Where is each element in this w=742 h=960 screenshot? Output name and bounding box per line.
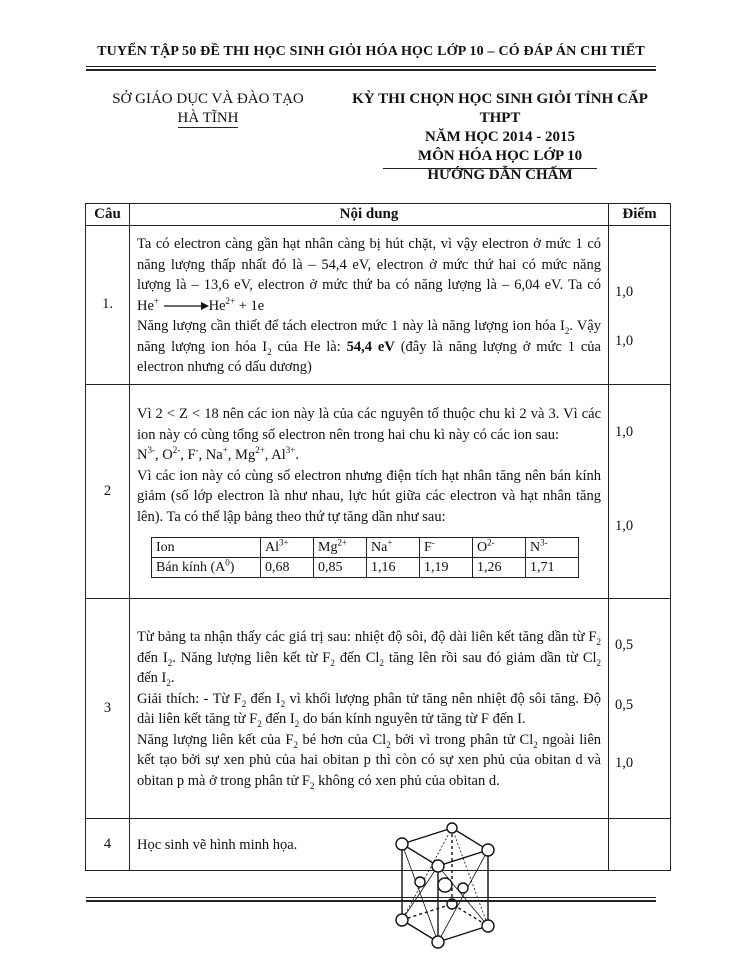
ion-cell: $N^{3-}$ xyxy=(526,538,579,558)
row-label: Ion xyxy=(152,538,261,558)
subject: MÔN HÓA HỌC LỚP 10 xyxy=(417,148,583,164)
document-title: TUYỂN TẬP 50 ĐỀ THI HỌC SINH GIỎI HÓA HỌC LỚP 10 – CÓ ĐÁP ÁN CHI TIẾT xyxy=(97,44,645,59)
score-cell xyxy=(609,818,671,870)
answer-paragraph: Năng lượng cần thiết để tách electron mức 1 này là năng lượng ion hóa $I_2$. Vậy năng lượng ion hóa $I_2$ của He là: 54,4 eV (đây là năng lượng ở mức 1 của electron nhưng có dấu dương) xyxy=(137,318,601,375)
radius-cell: 1,19 xyxy=(420,558,473,578)
header-rule-thick xyxy=(86,69,656,71)
answer-content xyxy=(130,384,609,598)
footer-rule xyxy=(86,897,656,898)
exam-name: KỲ THI CHỌN HỌC SINH GIỎI TỈNH CẤP THPT xyxy=(352,91,648,126)
score-value: 0,5 xyxy=(615,696,634,713)
radius-cell: 1,16 xyxy=(367,558,420,578)
school-year: NĂM HỌC 2014 - 2015 xyxy=(425,129,575,145)
question-number: 2 xyxy=(86,384,130,598)
score-value: 0,5 xyxy=(615,636,634,653)
answer-paragraph: Vì 2 < Z < 18 nên các ion này là của các nguyên tố thuộc chu kì 2 và 3. Vì các ion này có cùng tổng số electron nên trong hai chu kì này có các ion sau: xyxy=(137,406,601,443)
ion-list: $N^{3-}$, $O^{2-}$, F-, Na+, $Mg^{2+}$, $Al^{3+}$. xyxy=(137,445,299,463)
ion-cell: $Mg^{2+}$ xyxy=(314,538,367,558)
ion-cell: F- xyxy=(420,538,473,558)
header-rule xyxy=(86,66,656,67)
answer-paragraph: Từ bảng ta nhận thấy các giá trị sau: nhiệt độ sôi, độ dài liên kết tăng dần từ $F_2$ đến $I_2$. Năng lượng liên kết từ $F_2$ đến $Cl_2$ tăng lên rồi sau đó giảm dần từ $Cl_2$ đến $I_2$. xyxy=(137,629,602,688)
ion-cell: $Al^{3+}$ xyxy=(261,538,314,558)
ion-row xyxy=(152,538,579,558)
answer-content xyxy=(130,226,609,385)
answer-paragraph: Giải thích: - Từ $F_2$ đến $I_2$ vì khối lượng phân tử tăng nên nhiệt độ sôi tăng. Độ dài liên kết tăng từ $F_2$ đến $I_2$ do bán kính nguyên tử tăng từ F đến I. xyxy=(137,690,602,729)
answer-table xyxy=(85,203,671,871)
province: HÀ TĨNH xyxy=(177,110,239,126)
table-row-q2 xyxy=(86,384,671,598)
question-number: 3 xyxy=(86,598,130,818)
issuer-block xyxy=(94,90,322,128)
table-row-q3 xyxy=(86,598,671,818)
radius-cell: 0,68 xyxy=(261,558,314,578)
row-label: Bán kính $(A^0)$ xyxy=(152,558,261,578)
table-header-row xyxy=(86,204,671,226)
footer-rule-thick xyxy=(86,900,656,902)
table-row-q1 xyxy=(86,226,671,385)
arrow-icon xyxy=(163,301,209,311)
table-row-q4 xyxy=(86,818,671,870)
answer-paragraph: Năng lượng liên kết của $F_2$ bé hơn của $Cl_2$ bởi vì trong phân tử $Cl_2$ ngoài liên kết tạo bởi sự xen phủ của hai obitan p thì còn có sự xen phủ của obitan d và obitan p mà ở trong phân tử $F_2$ không có xen phủ của obitan d. xyxy=(137,731,602,791)
col-header-content: Nội dung xyxy=(130,204,609,226)
score-value: 1,0 xyxy=(615,284,634,300)
answer-content xyxy=(130,818,609,870)
col-header-score: Điểm xyxy=(609,204,671,226)
question-number: 4 xyxy=(86,818,130,870)
guide-underline xyxy=(383,168,597,169)
score-value: 1,0 xyxy=(615,333,634,349)
answer-content xyxy=(130,598,609,818)
question-number: 1. xyxy=(86,226,130,385)
radius-cell: 1,26 xyxy=(473,558,526,578)
radius-cell: 0,85 xyxy=(314,558,367,578)
score-value: 1,0 xyxy=(615,754,634,771)
score-cell xyxy=(609,598,671,818)
crystal-structure-figure xyxy=(390,822,500,952)
guide-title: HƯỚNG DẪN CHẤM xyxy=(427,167,573,183)
ion-radius-table xyxy=(151,537,579,578)
score-value: 1,0 xyxy=(615,517,634,534)
score-cell xyxy=(609,384,671,598)
ion-cell: Na+ xyxy=(367,538,420,558)
answer-paragraph: Học sinh vẽ hình minh họa. xyxy=(137,836,298,853)
ion-cell: $O^{2-}$ xyxy=(473,538,526,558)
radius-row xyxy=(152,558,579,578)
score-value: 1,0 xyxy=(615,423,634,440)
radius-cell: 1,71 xyxy=(526,558,579,578)
score-cell xyxy=(609,226,671,385)
department: SỞ GIÁO DỤC VÀ ĐÀO TẠO xyxy=(112,91,304,107)
col-header-question: Câu xyxy=(86,204,130,226)
exam-block xyxy=(332,90,668,185)
answer-paragraph: Ta có electron càng gần hạt nhân càng bị hút chặt, vì vậy electron ở mức 1 có năng lượng thấp nhất đó là – 54,4 eV, electron ở mức thứ hai có mức năng lượng là – 13,6 eV, electron ở mức thứ ba có năng lượng là – 6,04 eV. Ta có He+ $He^{2+} + 1e$ xyxy=(137,236,601,314)
answer-paragraph: Vì các ion này có cùng số electron nhưng điện tích hạt nhân tăng nên bán kính giảm (số lớp electron là như nhau, lực hút giữa các electron và hạt nhân tăng lên). Ta có thể lập bảng theo thứ tự tăng dần như sau: xyxy=(137,467,601,525)
